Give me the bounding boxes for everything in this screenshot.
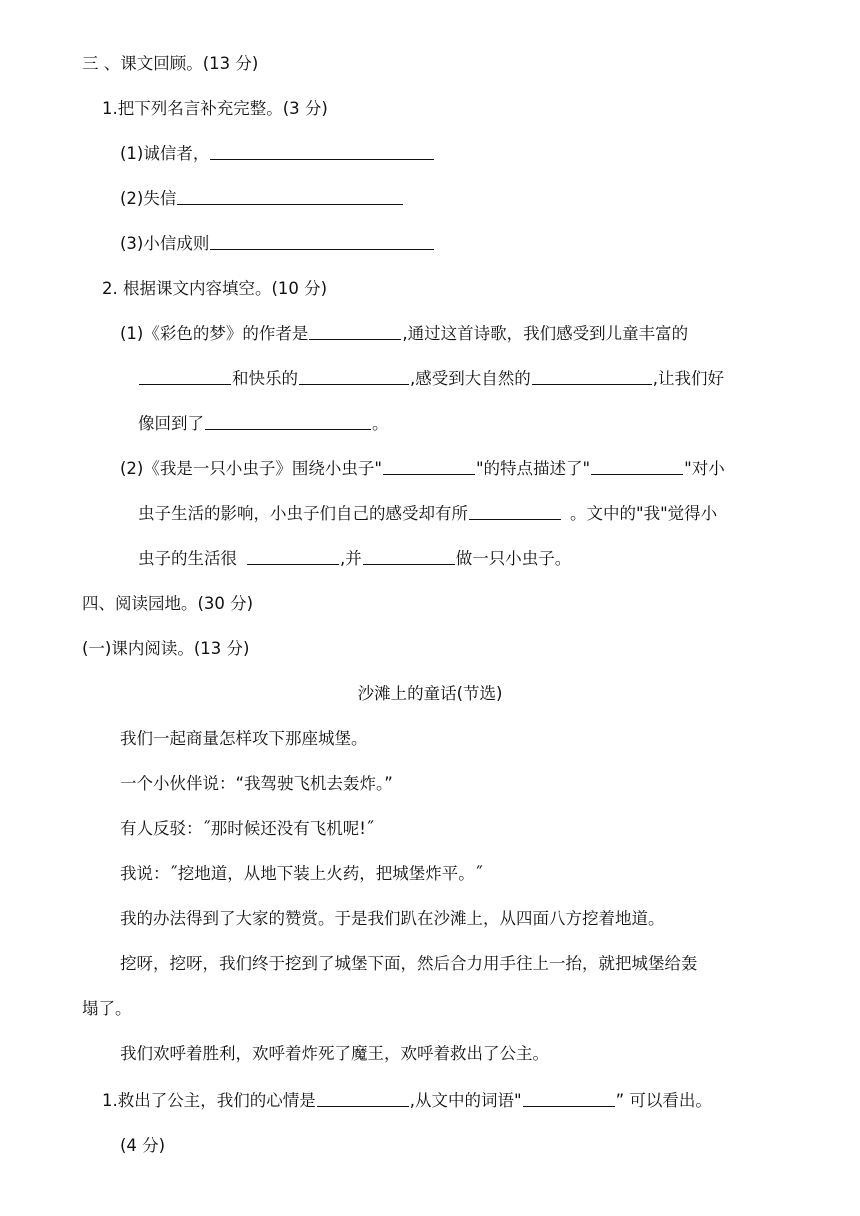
answer-blank[interactable] — [177, 188, 403, 205]
passage-title: 沙滩上的童话(节选) — [357, 684, 503, 703]
passage-paragraph: 我们一起商量怎样攻下那座城堡。 — [120, 729, 368, 748]
fill-paragraph-1-line-3 — [138, 413, 389, 435]
fill-paragraph-1-line-1 — [120, 323, 688, 345]
text-fragment: 。 — [372, 414, 389, 433]
passage-paragraph: 我说：˝挖地道，从地下装上火药，把城堡炸平。˝ — [120, 864, 483, 883]
proverb-item-2-text: (2)失信 — [120, 189, 177, 208]
text-fragment: (2)《我是一只小虫子》围绕小虫子" — [120, 459, 382, 478]
text-fragment: 和快乐的 — [232, 369, 298, 388]
fill-paragraph-2-line-3 — [138, 548, 571, 570]
fill-paragraph-1-line-2 — [138, 368, 724, 390]
reading-question-1-score: (4 分) — [120, 1136, 166, 1155]
text-fragment: 1.救出了公主，我们的心情是 — [102, 1091, 316, 1110]
fill-paragraph-2-line-1 — [120, 458, 725, 480]
fill-paragraph-2-line-2 — [138, 503, 717, 525]
answer-blank[interactable] — [363, 548, 455, 565]
answer-blank[interactable] — [299, 368, 409, 385]
passage-paragraph: 一个小伙伴说：“我驾驶飞机去轰炸。” — [120, 774, 393, 793]
proverb-item-1-text: (1)诚信者， — [120, 144, 210, 163]
answer-blank[interactable] — [205, 413, 371, 430]
text-fragment: ,让我们好 — [652, 369, 724, 388]
answer-blank[interactable] — [591, 458, 683, 475]
answer-blank[interactable] — [210, 233, 434, 250]
answer-blank[interactable] — [210, 143, 434, 160]
passage-paragraph: 有人反驳：˝那时候还没有飞机呢!˝ — [120, 819, 375, 838]
proverb-item-2 — [120, 188, 404, 210]
answer-blank[interactable] — [247, 548, 339, 565]
answer-blank[interactable] — [139, 368, 231, 385]
answer-blank[interactable] — [383, 458, 475, 475]
question-2-label: 2. 根据课文内容填空。(10 分) — [102, 279, 328, 298]
text-fragment: 。文中的"我"觉得小 — [570, 504, 718, 523]
answer-blank[interactable] — [523, 1090, 615, 1107]
text-fragment: ” 可以看出。 — [615, 1091, 712, 1110]
answer-blank[interactable] — [317, 1090, 409, 1107]
answer-blank[interactable] — [309, 323, 401, 340]
text-fragment: ,通过这首诗歌，我们感受到儿童丰富的 — [402, 324, 689, 343]
text-fragment: 做一只小虫子。 — [455, 549, 572, 568]
proverb-item-3-text: (3)小信成则 — [120, 234, 210, 253]
proverb-item-1 — [120, 143, 435, 165]
text-fragment: ,感受到大自然的 — [410, 369, 531, 388]
text-fragment: "的特点描述了" — [475, 459, 591, 478]
passage-paragraph: 我们欢呼着胜利，欢呼着炸死了魔王，欢呼着救出了公主。 — [120, 1044, 549, 1063]
passage-paragraph: 我的办法得到了大家的赞赏。于是我们趴在沙滩上，从四面八方挖着地道。 — [120, 909, 665, 928]
text-fragment: "对小 — [684, 459, 725, 478]
subsection-heading: (一)课内阅读。(13 分) — [82, 639, 250, 658]
text-fragment: 像回到了 — [138, 414, 204, 433]
answer-blank[interactable] — [532, 368, 652, 385]
text-fragment: ,并 — [340, 549, 362, 568]
section-4-heading: 四、阅读园地。(30 分) — [82, 594, 254, 613]
section-3-heading: 三 、课文回顾。(13 分) — [82, 54, 259, 73]
text-fragment: 虫子的生活很 — [138, 549, 237, 568]
question-1-label: 1.把下列名言补充完整。(3 分) — [102, 99, 328, 118]
text-fragment: ,从文中的词语" — [409, 1091, 522, 1110]
reading-question-1 — [102, 1090, 712, 1112]
passage-paragraph-continued: 塌了。 — [82, 999, 132, 1018]
answer-blank[interactable] — [469, 503, 561, 520]
passage-paragraph: 挖呀，挖呀，我们终于挖到了城堡下面，然后合力用手往上一抬，就把城堡给轰 — [120, 954, 698, 973]
text-fragment: (1)《彩色的梦》的作者是 — [120, 324, 309, 343]
text-fragment: 虫子生活的影响，小虫子们自己的感受却有所 — [138, 504, 468, 523]
proverb-item-3 — [120, 233, 435, 255]
